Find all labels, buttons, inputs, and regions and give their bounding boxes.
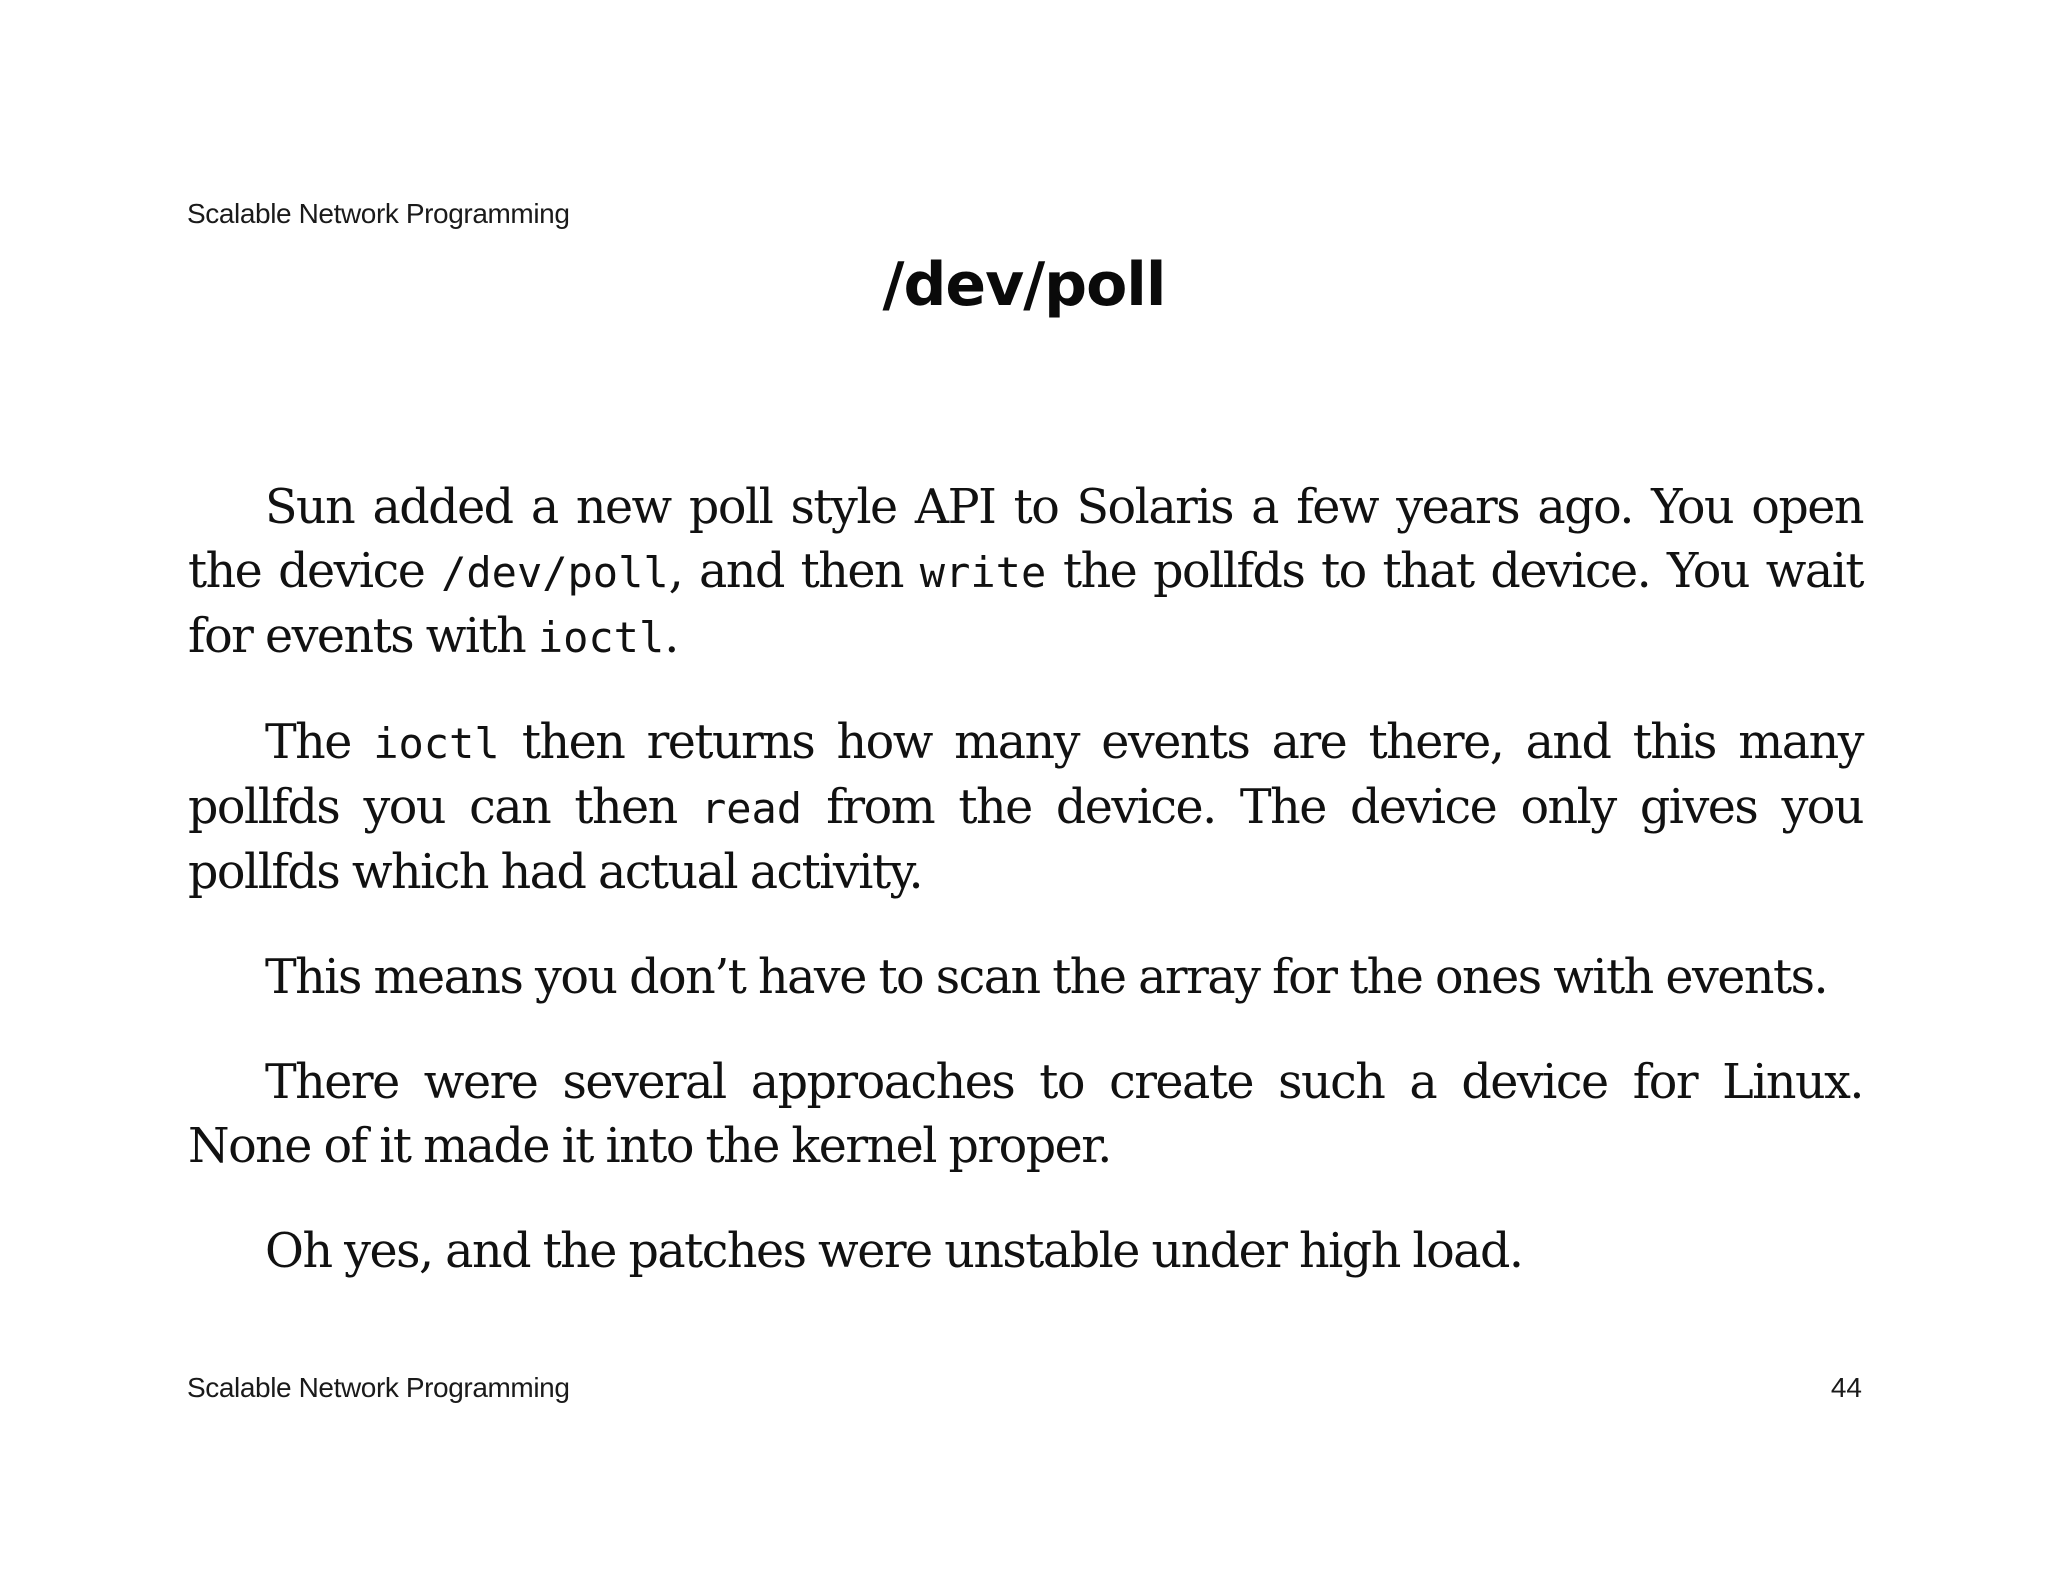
paragraph-text: the pollfds to that device. You wait for events with — [188, 544, 1863, 664]
paragraph-ioctl-returns — [188, 711, 1863, 905]
paragraph-no-scan — [188, 946, 1863, 1010]
page-number: 44 — [1830, 1372, 1862, 1403]
code-ioctl: ioctl — [373, 719, 500, 768]
paragraph-devpoll-intro — [188, 476, 1863, 670]
paragraph-linux-approaches — [188, 1051, 1863, 1179]
paragraph-text: from the device. The device only gives you pollfds which had actual activity. — [188, 780, 1863, 900]
slide-body — [188, 476, 1863, 1325]
paragraph-text: The — [265, 715, 374, 770]
running-header: Scalable Network Programming — [187, 198, 570, 229]
paragraph-unstable-patches — [188, 1220, 1863, 1284]
code-ioctl: ioctl — [537, 613, 665, 662]
code-dev-poll: /dev/poll — [441, 548, 669, 597]
page-title: /dev/poll — [882, 250, 1166, 320]
paragraph-text: . — [664, 609, 678, 664]
footer-title: Scalable Network Programming — [187, 1372, 570, 1403]
code-write: write — [919, 548, 1047, 597]
paragraph-text: There were several approaches to create such a device for Linux. None of it made it into the kernel proper. — [188, 1055, 1863, 1174]
paragraph-text: This means you don’t have to scan the array for the ones with events. — [265, 950, 1828, 1005]
code-read: read — [700, 784, 803, 833]
paragraph-text: Oh yes, and the patches were unstable under high load. — [265, 1224, 1523, 1279]
paragraph-text: , and then — [668, 544, 920, 599]
paragraph-text: Sun added a new poll style API to Solaris a few years ago. You open the device — [188, 480, 1863, 599]
paragraph-text: then returns how many events are there, and this many pollfds you can then — [188, 715, 1864, 835]
